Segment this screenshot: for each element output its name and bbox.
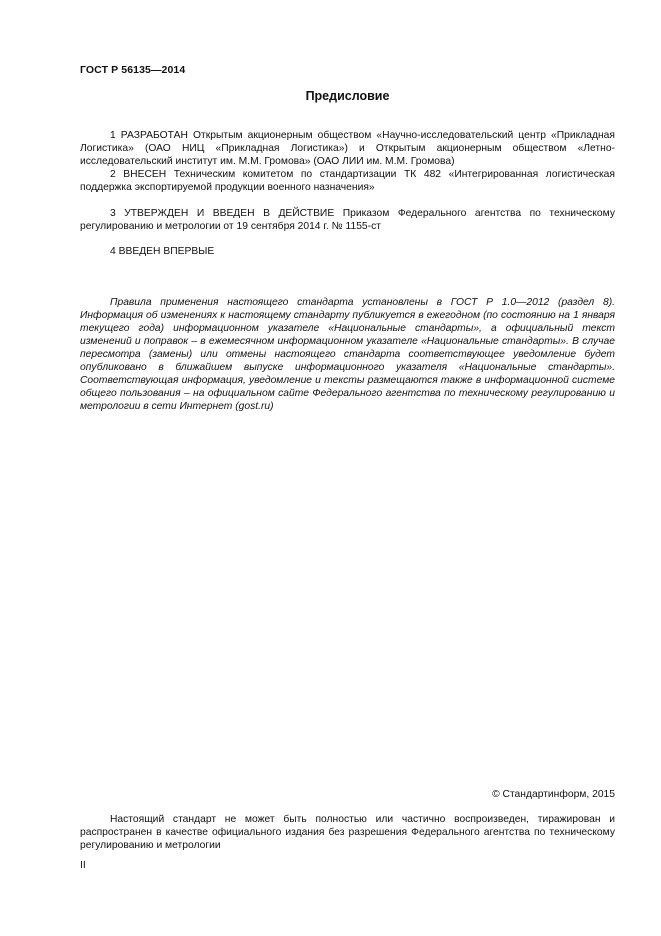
- item-approved: 3 УТВЕРЖДЕН И ВВЕДЕН В ДЕЙСТВИЕ Приказом Федерального агентства по техническому регулированию и метрологии от 19 сентября 2014 г. № 1155-ст: [80, 208, 615, 232]
- copyright: © Стандартинформ, 2015: [492, 789, 615, 800]
- item-submitted: 2 ВНЕСЕН Техническим комитетом по стандартизации ТК 482 «Интегрированная логистическая поддержка экспортируемой продукции военного назначения»: [80, 169, 615, 193]
- page-number: II: [80, 860, 86, 871]
- application-notice: Правила применения настоящего стандарта установлены в ГОСТ Р 1.0—2012 (раздел 8). Информация об изменениях к настоящему стандарту публикуется в ежегодном (по состоянию на 1 января текущего года) информационном указателе «Национальные стандарты», а официальный текст изменений и поправок – в ежемесячном информационном указателе «Национальные стандарты». В случае пересмотра (замены) или отмены настоящего стандарта соответствующее уведомление будет опубликовано в ближайшем выпуске информационного указателя «Национальные стандарты». Соответствующая информация, уведомление и тексты размещаются также в информационной системе общего пользования – на официальном сайте Федерального агентства по техническому регулированию и метрологии в сети Интернет (gost.ru): [80, 297, 615, 412]
- item-introduced: 4 ВВЕДЕН ВПЕРВЫЕ: [110, 246, 215, 257]
- standard-code: ГОСТ Р 56135—2014: [80, 64, 186, 76]
- section-title-foreword: Предисловие: [305, 89, 390, 103]
- reproduction-notice: Настоящий стандарт не может быть полностью или частично воспроизведен, тиражирован и распространен в качестве официального издания без разрешения Федерального агентства по техническому регулированию и метрологии: [80, 814, 615, 851]
- item-developed: 1 РАЗРАБОТАН Открытым акционерным обществом «Научно-исследовательский центр «Прикладная Логистика» (ОАО НИЦ «Прикладная Логистика») и Открытым акционерным обществом «Летно-исследовательский институт им. М.М. Громова» (ОАО ЛИИ им. М.М. Громова): [80, 130, 615, 167]
